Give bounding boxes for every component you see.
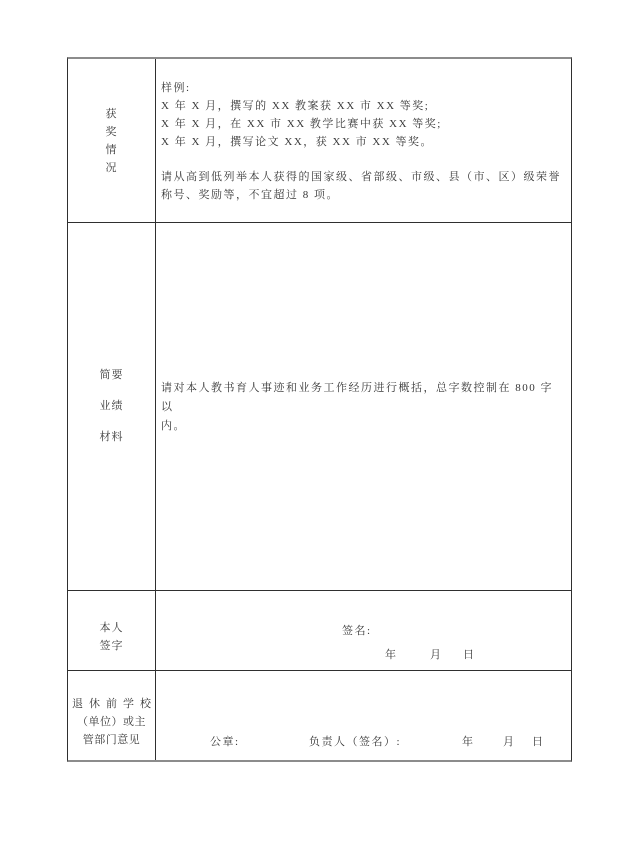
summary-label-line: 简要 <box>99 369 124 381</box>
seal-label: 公章: <box>210 736 240 748</box>
award-label-cell <box>68 59 156 223</box>
sign-date-year: 年 <box>385 649 398 661</box>
summary-note-line: 请对本人教书育人事迹和业务工作经历进行概括，总字数控制在 800 字以 <box>161 382 553 413</box>
award-note-line: 请从高到低列举本人获得的国家级、省部级、市级、县（市、区）级荣誉 <box>161 171 561 183</box>
sample-line: X 年 X 月，在 XX 市 XX 教学比赛中获 XX 等奖; <box>161 118 442 130</box>
award-note-line: 称号、奖励等，不宜超过 8 项。 <box>161 189 339 201</box>
award-content-cell <box>156 59 571 223</box>
opinion-label-line: （单位）或主 <box>77 715 146 728</box>
award-label-char: 奖 <box>105 125 118 138</box>
retirement-form-table <box>67 57 572 762</box>
sample-line: X 年 X 月，撰写的 XX 教案获 XX 市 XX 等奖; <box>161 100 430 112</box>
signature-label-line: 签字 <box>99 639 124 652</box>
sign-date-month: 月 <box>430 649 443 661</box>
opinion-label-line: 管部门意见 <box>82 733 141 746</box>
opinion-date-day: 日 <box>532 736 545 748</box>
summary-label-line: 材料 <box>99 431 124 443</box>
sample-title: 样例: <box>161 82 191 94</box>
opinion-label-line: 退休前学校 <box>72 697 157 710</box>
award-label-char: 情 <box>105 143 118 156</box>
opinion-date-month: 月 <box>503 736 516 748</box>
signature-label-line: 本人 <box>99 621 124 634</box>
sample-line: X 年 X 月，撰写论文 XX，获 XX 市 XX 等奖。 <box>161 136 434 148</box>
summary-note-line: 内。 <box>161 420 186 432</box>
summary-content-cell <box>156 223 571 591</box>
sign-name-label: 签名: <box>342 625 372 637</box>
sign-date-day: 日 <box>463 649 476 661</box>
award-label-char: 获 <box>105 107 118 120</box>
award-label-char: 况 <box>105 161 118 174</box>
signature-content-cell <box>156 591 571 671</box>
head-sign-label: 负责人（签名）: <box>309 736 402 748</box>
opinion-label-cell <box>68 671 156 760</box>
opinion-date-year: 年 <box>462 736 475 748</box>
summary-label-cell <box>68 223 156 591</box>
opinion-content-cell <box>156 671 571 760</box>
signature-label-cell <box>68 591 156 671</box>
summary-label-line: 业绩 <box>99 400 124 412</box>
